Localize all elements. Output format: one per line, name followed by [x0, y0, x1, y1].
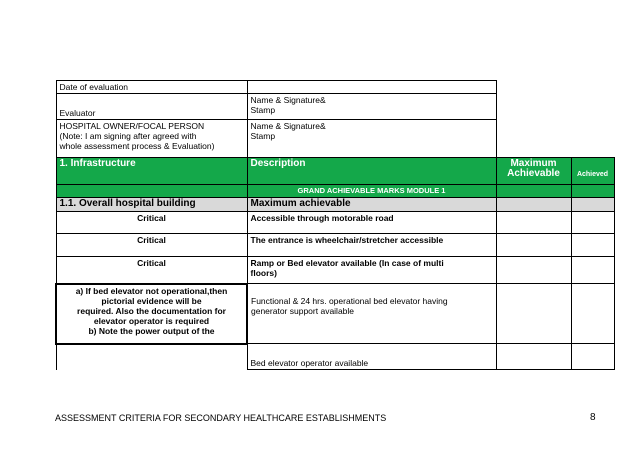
achieved-value-cell	[571, 257, 614, 284]
maximum-value-cell	[496, 284, 571, 344]
subsection-maximum-value	[496, 198, 571, 212]
evaluator-label: Evaluator	[56, 94, 247, 120]
criticality-label: Critical	[56, 257, 247, 284]
achieved-value-cell	[571, 234, 614, 257]
grand-achievable-marks: GRAND ACHIEVABLE MARKS MODULE 1	[247, 185, 496, 198]
maximum-value-cell	[496, 234, 571, 257]
section-title: 1. Infrastructure	[56, 158, 247, 185]
maximum-value-cell	[496, 257, 571, 284]
subsection-description: Maximum achievable	[247, 198, 496, 212]
achieved-value-cell	[571, 344, 614, 370]
subsection-achieved-value	[571, 198, 614, 212]
page-number: 8	[590, 412, 596, 423]
date-of-evaluation-label: Date of evaluation	[56, 81, 247, 94]
subsection-title: 1.1. Overall hospital building	[56, 198, 247, 212]
criterion-description: Ramp or Bed elevator available (In case of multi floors)	[247, 257, 496, 284]
hospital-owner-signature: Name & Signature& Stamp	[247, 120, 496, 158]
evaluator-signature: Name & Signature& Stamp	[247, 94, 496, 120]
achieved-header: Achieved	[571, 158, 614, 185]
page-footer: ASSESSMENT CRITERIA FOR SECONDARY HEALTHCARE ESTABLISHMENTS	[55, 413, 387, 423]
section-description-header: Description	[247, 158, 496, 185]
achieved-value-cell	[571, 212, 614, 234]
maximum-achievable-header: Maximum Achievable	[496, 158, 571, 185]
maximum-value-cell	[496, 344, 571, 370]
achieved-value-cell	[571, 284, 614, 344]
elevator-note: a) If bed elevator not operational,then pictorial evidence will be required. Also the documentation for elevator operator is required b) Note the power output of the	[56, 284, 247, 344]
criticality-label: Critical	[56, 212, 247, 234]
criterion-description: Functional & 24 hrs. operational bed elevator having generator support available	[247, 284, 496, 344]
hospital-owner-label: HOSPITAL OWNER/FOCAL PERSON (Note: I am signing after agreed with whole assessment process & Evaluation)	[56, 120, 247, 158]
criterion-description: Bed elevator operator available	[247, 344, 496, 370]
assessment-table	[55, 80, 615, 370]
criticality-label: Critical	[56, 234, 247, 257]
maximum-value-cell	[496, 212, 571, 234]
criterion-description: The entrance is wheelchair/stretcher accessible	[247, 234, 496, 257]
date-of-evaluation-value	[247, 81, 496, 94]
criterion-description: Accessible through motorable road	[247, 212, 496, 234]
